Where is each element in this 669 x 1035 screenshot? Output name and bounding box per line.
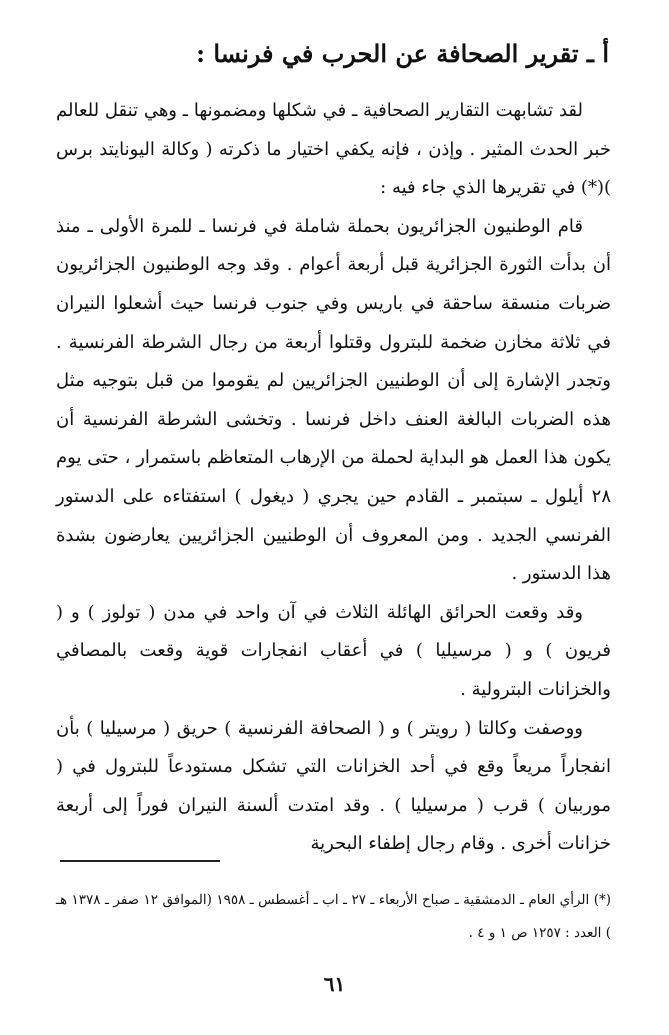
footnote-divider <box>60 860 220 862</box>
paragraph-fires: وقد وقعت الحرائق الهائلة الثلاث في آن واحد في مدن ( تولوز ) و ( فريون ) و ( مرسيليا ) في أعقاب انفجارات قوية وقعت بالمصافي والخزانات البترولية . <box>56 601 611 700</box>
body-text <box>56 92 611 864</box>
footnote: (*) الرأي العام ـ الدمشقية ـ صباح الأربعاء ـ ٢٧ ـ اب ـ أغسطس ـ ١٩٥٨ (الموافق ١٢ صفر ـ ١٣٧٨ هـ ) العدد : ١٢٥٧ ص ١ و ٤ . <box>56 892 611 941</box>
page-number: ٦١ <box>323 972 346 996</box>
paragraph-marseille: ووصفت وكالتا ( رويتر ) و ( الصحافة الفرنسية ) حريق ( مرسيليا ) بأن انفجاراً مريعاً وقع في أحد الخزانات التي تشكل مستودعاً للبترول في ( موربيان ) قرب ( مرسيليا ) . وقد امتدت ألسنة النيران فوراً إلى أربعة خزانات أخرى . وقام رجال إطفاء البحرية <box>56 717 611 855</box>
paragraph-intro: لقد تشابهت التقارير الصحافية ـ في شكلها ومضمونها ـ وهي تنقل للعالم خبر الحدث المثير . وإذن ، فإنه يكفي اختيار ما ذكرته ( وكالة اليونايتد برس )(*) في تقريرها الذي جاء فيه : <box>56 100 611 199</box>
section-heading: أ ـ تقرير الصحافة عن الحرب في فرنسا : <box>196 39 609 68</box>
paragraph-report: قام الوطنيون الجزائريون بحملة شاملة في فرنسا ـ للمرة الأولى ـ منذ أن بدأت الثورة الجزائرية قبل أربعة أعوام . وقد وجه الوطنيون الجزائريون ضربات منسقة ساحقة في باريس وفي جنوب فرنسا حيث أشعلوا النيران في ثلاثة مخازن ضخمة للبترول وقتلوا أربعة من رجال الشرطة الفرنسية . وتجدر الإشارة إلى أن الوطنيين الجزائريين لم يقوموا من قبل بتوجيه مثل هذه الضربات البالغة العنف داخل فرنسا . وتخشى الشرطة الفرنسية أن يكون هذا العمل هو البداية لحملة من الإرهاب المتعاظم باستمرار ، حتى يوم ٢٨ أيلول ـ سبتمبر ـ القادم حين يجري ( ديغول ) استفتاءه على الدستور الفرنسي الجديد . ومن المعروف أن الوطنيين الجزائريين يعارضون بشدة هذا الدستور . <box>56 215 611 585</box>
